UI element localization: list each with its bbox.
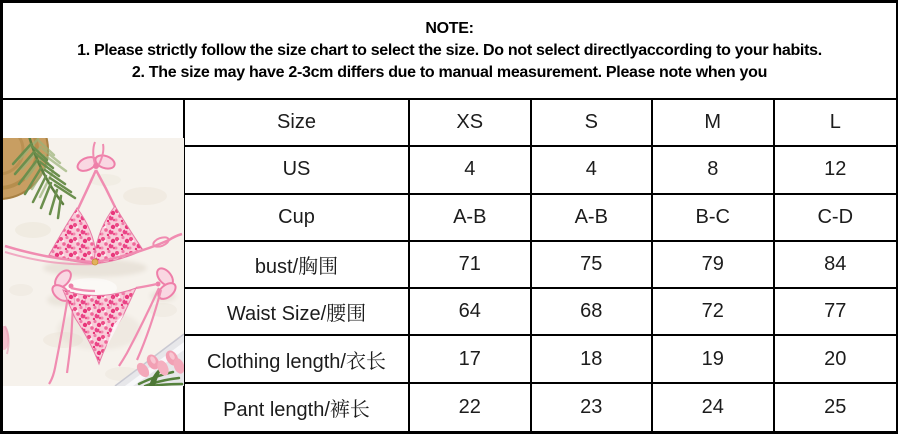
row-label-pant-length: Pant length/裤长 [185,384,410,431]
table-cell: 75 [532,242,654,289]
table-cell: 79 [653,242,775,289]
table-cell: 20 [775,336,897,383]
row-label-us: US [185,147,410,194]
table-cell: A-B [532,195,654,242]
gold-bead [92,259,98,265]
note-line-1: 1. Please strictly follow the size chart to select the size. Do not select directlyaccording to your habits. [77,41,822,59]
size-table [183,100,896,431]
row-label-clothing-length: Clothing length/衣长 [185,336,410,383]
table-cell: 25 [824,395,847,418]
table-cell: 18 [532,336,654,383]
bikini-product-photo [3,138,184,386]
table-cell: 8 [653,147,775,194]
note-title: NOTE: [425,19,474,37]
table-cell: 19 [653,336,775,383]
table-cell: C-D [775,195,897,242]
column-header-s: S [532,100,654,147]
column-header-m: M [653,100,775,147]
main-section [3,100,896,431]
table-cell: 24 [653,384,775,431]
product-photo-cell [3,100,183,431]
table-cell: 72 [653,289,775,336]
table-cell: 71 [410,242,532,289]
row-label-cup: Cup [185,195,410,242]
table-cell: 12 [775,147,897,194]
table-cell: 84 [775,242,897,289]
note-section [3,3,896,100]
row-label-waist: Waist Size/腰围 [185,289,410,336]
column-header-xs: XS [410,100,532,147]
table-cell: 64 [410,289,532,336]
table-cell: 4 [532,147,654,194]
table-cell: 68 [532,289,654,336]
table-cell: 17 [410,336,532,383]
column-header-l: L [775,100,897,147]
table-cell: 4 [410,147,532,194]
size-table-header-label: Size [185,100,410,147]
table-cell: 77 [775,289,897,336]
table-cell: B-C [653,195,775,242]
table-cell: A-B [410,195,532,242]
table-cell: 22 [410,384,532,431]
table-cell: 23 [532,384,654,431]
row-label-bust: bust/胸围 [185,242,410,289]
note-line-2: 2. The size may have 2-3cm differs due to manual measurement. Please note when you [131,63,768,81]
